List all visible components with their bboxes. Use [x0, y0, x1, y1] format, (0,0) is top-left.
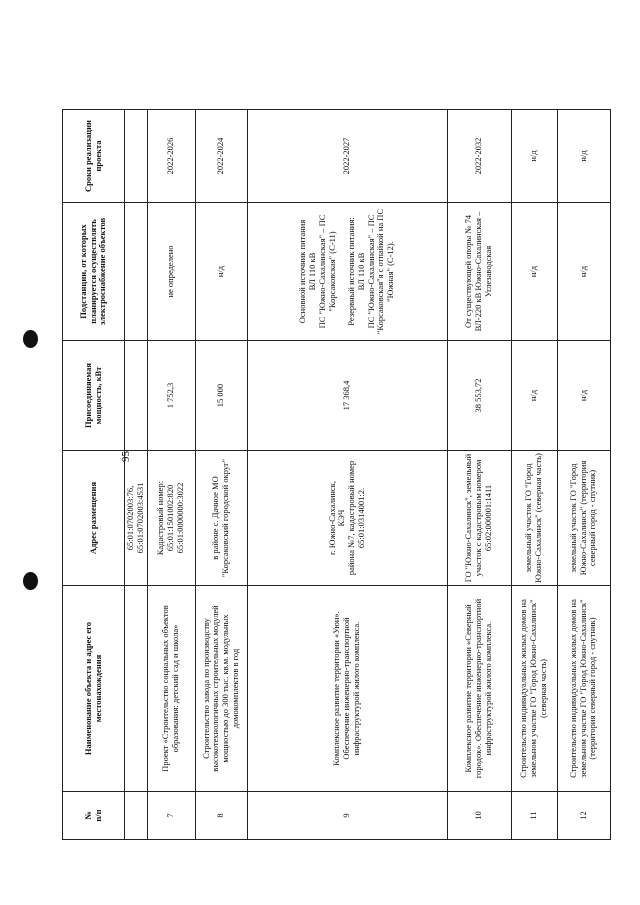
cell-object-name: Строительство индивидуальных жилых домов на земельном участке ГО "Город Южно-Сахалинск" (территория северный город - спутник) [557, 586, 610, 792]
cell-term: 2022-2032 [447, 110, 511, 203]
header-power: Присоединяемая мощность, кВт [63, 341, 125, 451]
cell-number: 8 [195, 792, 247, 840]
binder-hole-bottom [23, 572, 38, 590]
cell-substation: От существующей опоры № 74 ВЛ-220 кВ Южно-Сахалинская – Углезаводская [447, 203, 511, 341]
cell-address: 65:01:0702003:76, 65:01:0702003:4531 [125, 451, 148, 586]
cell-substation: н/д [511, 203, 557, 341]
cell-empty [125, 341, 148, 451]
cell-number: 11 [511, 792, 557, 840]
table-row [195, 110, 247, 840]
table-row [147, 110, 195, 840]
cell-substation: Основной источник питания ВЛ 110 кВ ПС "Южно-Сахалинская" – ПС "Корсаковская" (С-11) Резервный источник питания: ВЛ 110 кВ ПС "Южно-Сахалинская" – ПС "Корсаковская"я с отпайкой на ПС "Южная" (С-12). [247, 203, 447, 341]
header-substation: Подстанции, от которых планируется осуществлять электроснабжение объектов [63, 203, 125, 341]
cell-address: земельный участок ГО "Город Южно-Сахалинск" (северная часть) [511, 451, 557, 586]
cell-term: 2022-2026 [147, 110, 195, 203]
cell-number: 9 [247, 792, 447, 840]
cell-address: земельный участок ГО "Город Южно-Сахалинск" (территория северный город - спутник) [557, 451, 610, 586]
cell-object-name: Проект «Строительство социальных объектов образования: детский сад и школа» [147, 586, 195, 792]
cell-empty [125, 203, 148, 341]
cell-term: н/д [557, 110, 610, 203]
cell-power: 1 752,3 [147, 341, 195, 451]
table-row [511, 110, 557, 840]
cell-number: 12 [557, 792, 610, 840]
cell-object-name: Комплексное развитие территории «Северный городок». Обеспечение инженерно-транспортной инфраструктурой жилого комплекса. [447, 586, 511, 792]
binder-hole-top [23, 330, 38, 348]
cell-power: 15 000 [195, 341, 247, 451]
table-row-continuation [125, 110, 148, 840]
cell-object-name: Комплексное развитие территории «Уюн». Обеспечение инженерно-транспортной инфраструктурой жилого комплекса. [247, 586, 447, 792]
cell-substation: н/д [195, 203, 247, 341]
rotated-table-container [62, 110, 607, 840]
cell-substation: не определено [147, 203, 195, 341]
header-term: Сроки реализации проекта [63, 110, 125, 203]
page-number: 95 [120, 451, 132, 462]
table-row [557, 110, 610, 840]
cell-power: 38 553,72 [447, 341, 511, 451]
header-number: № п/п [63, 792, 125, 840]
header-object-name: Наименование объекта и адрес его местонахождения [63, 586, 125, 792]
cell-address: ГО "Южно-Сахалинск", земельный участок с кадастровым номером 65:02:000001:1411 [447, 451, 511, 586]
cell-empty [125, 110, 148, 203]
cell-number: 10 [447, 792, 511, 840]
table-header-row [63, 110, 125, 840]
table-row [247, 110, 447, 840]
cell-term: н/д [511, 110, 557, 203]
header-address: Адрес размещения [63, 451, 125, 586]
cell-empty [125, 792, 148, 840]
cell-power: н/д [557, 341, 610, 451]
cell-address: Кадастровый номер: 65:01:1501002:820 65:01:0000000:3022 [147, 451, 195, 586]
cell-term: 2022-2027 [247, 110, 447, 203]
cell-term: 2022-2024 [195, 110, 247, 203]
cell-object-name: Строительство завода по производству высокотехнологичных строительных модулей мощностью до 300 тыс. кв.м. модульных домокомплектов в год [195, 586, 247, 792]
cell-address: в районе с. Дачное МО "Корсаковский городской округ" [195, 451, 247, 586]
cell-power: н/д [511, 341, 557, 451]
cell-power: 17 368,4 [247, 341, 447, 451]
table-row [447, 110, 511, 840]
facilities-table [62, 109, 611, 840]
cell-object-name: Строительство индивидуальных жилых домов на земельном участке ГО "Город Южно-Сахалинск" (северная часть) [511, 586, 557, 792]
cell-number: 7 [147, 792, 195, 840]
cell-empty [125, 586, 148, 792]
cell-substation: н/д [557, 203, 610, 341]
cell-address: г. Южно-Сахалинск, КЭЧ района №7, кадастровый номер 65:01:0314001:2. [247, 451, 447, 586]
